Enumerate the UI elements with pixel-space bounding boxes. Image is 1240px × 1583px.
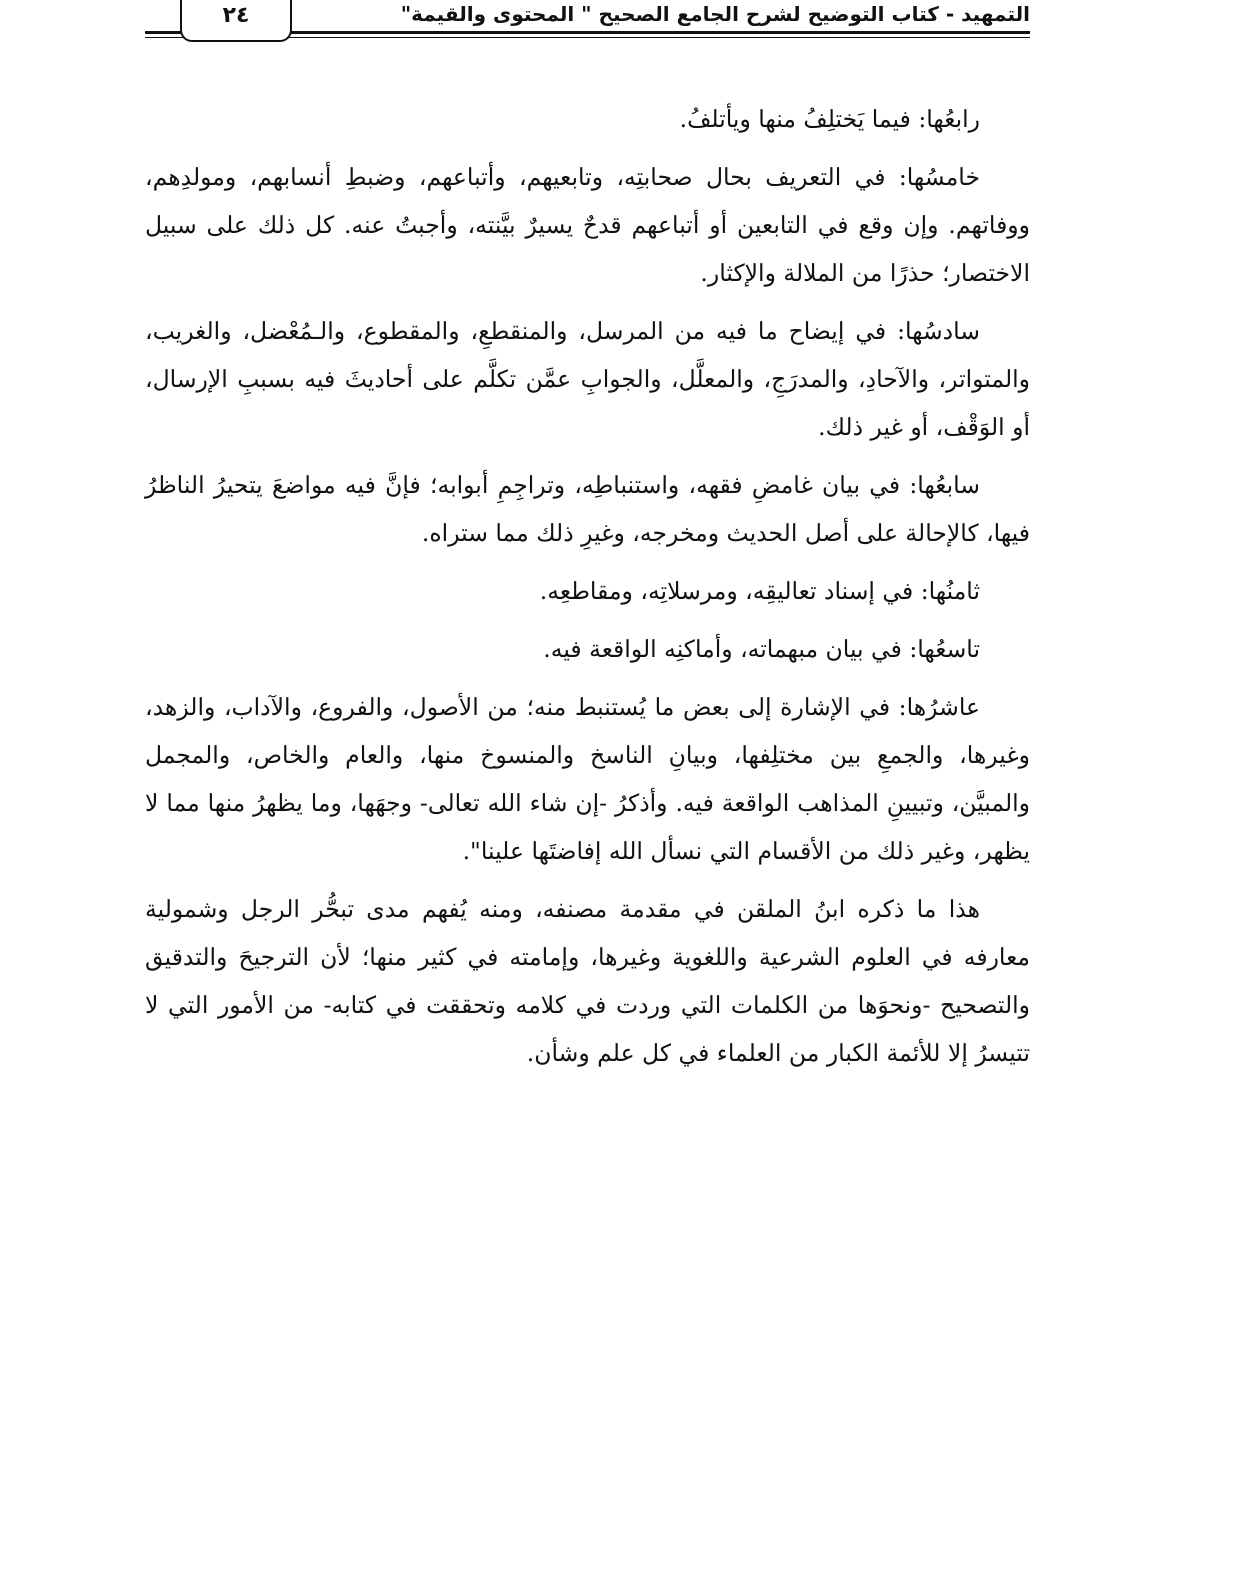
paragraph-conclusion: هذا ما ذكره ابنُ الملقن في مقدمة مصنفه، ومنه يُفهم مدى تبحُّر الرجل وشمولية معارفه في العلوم الشرعية واللغوية وغيرها، وإمامته في كثير منها؛ لأن الترجيحَ والتدقيق والتصحيح -ونحوَها من الكلمات التي وردت في كلامه وتحققت في كتابه- من الأمور التي لا تتيسرُ إلا للأئمة الكبار من العلماء في كل علم وشأن. (145, 895, 1030, 1067)
page-number: ٢٤ (222, 3, 250, 28)
running-title: التمهيد - كتاب التوضيح لشرح الجامع الصحيح " المحتوى والقيمة" (400, 2, 1030, 26)
paragraph-fifth: خامسُها: في التعريف بحال صحابتِه، وتابعيهم، وأتباعهم، وضبطِ أنسابهم، ومولدِهم، ووفاتهم. وإن وقع في التابعين أو أتباعهم قدحٌ يسيرٌ بيَّنته، وأجبتُ عنه. كل ذلك على سبيل الاختصار؛ حذرًا من الملالة والإكثار. (145, 163, 1030, 287)
paragraph-seventh: سابعُها: في بيان غامضِ فقهه، واستنباطِه، وتراجِمِ أبوابه؛ فإنَّ فيه مواضعَ يتحيرُ الناظرُ فيها، كالإحالة على أصل الحديث ومخرجه، وغيرِ ذلك مما ستراه. (145, 471, 1030, 547)
page-header (145, 0, 1030, 44)
paragraph-eighth: ثامنُها: في إسناد تعاليقِه، ومرسلاتِه، ومقاطعِه. (539, 577, 980, 605)
paragraph-ninth: تاسعُها: في بيان مبهماته، وأماكنِه الواقعة فيه. (543, 635, 980, 663)
paragraph-sixth: سادسُها: في إيضاح ما فيه من المرسل، والمنقطعِ، والمقطوع، والـمُعْضل، والغريب، والمتواتر، والآحادِ، والمدرَجِ، والمعلَّل، والجوابِ عمَّن تكلَّم على أحاديثَ فيه بسببِ الإرسال، أو الوَقْف، أو غير ذلك. (145, 317, 1030, 441)
body-text (145, 95, 1030, 1087)
paragraph-fourth: رابعُها: فيما يَختلِفُ منها ويأتلفُ. (679, 105, 980, 133)
page-number-box (180, 0, 292, 42)
paragraph-tenth: عاشرُها: في الإشارة إلى بعض ما يُستنبط منه؛ من الأصول، والفروع، والآداب، والزهد، وغيرها، والجمعِ بين مختلِفها، وبيانِ الناسخ والمنسوخ منها، والعام والخاص، والمجمل والمبيَّن، وتبيينِ المذاهب الواقعة فيه. وأذكرُ -إن شاء الله تعالى- وجهَها، وما يظهرُ منها مما لا يظهر، وغير ذلك من الأقسام التي نسأل الله إفاضتَها علينا". (145, 693, 1030, 865)
